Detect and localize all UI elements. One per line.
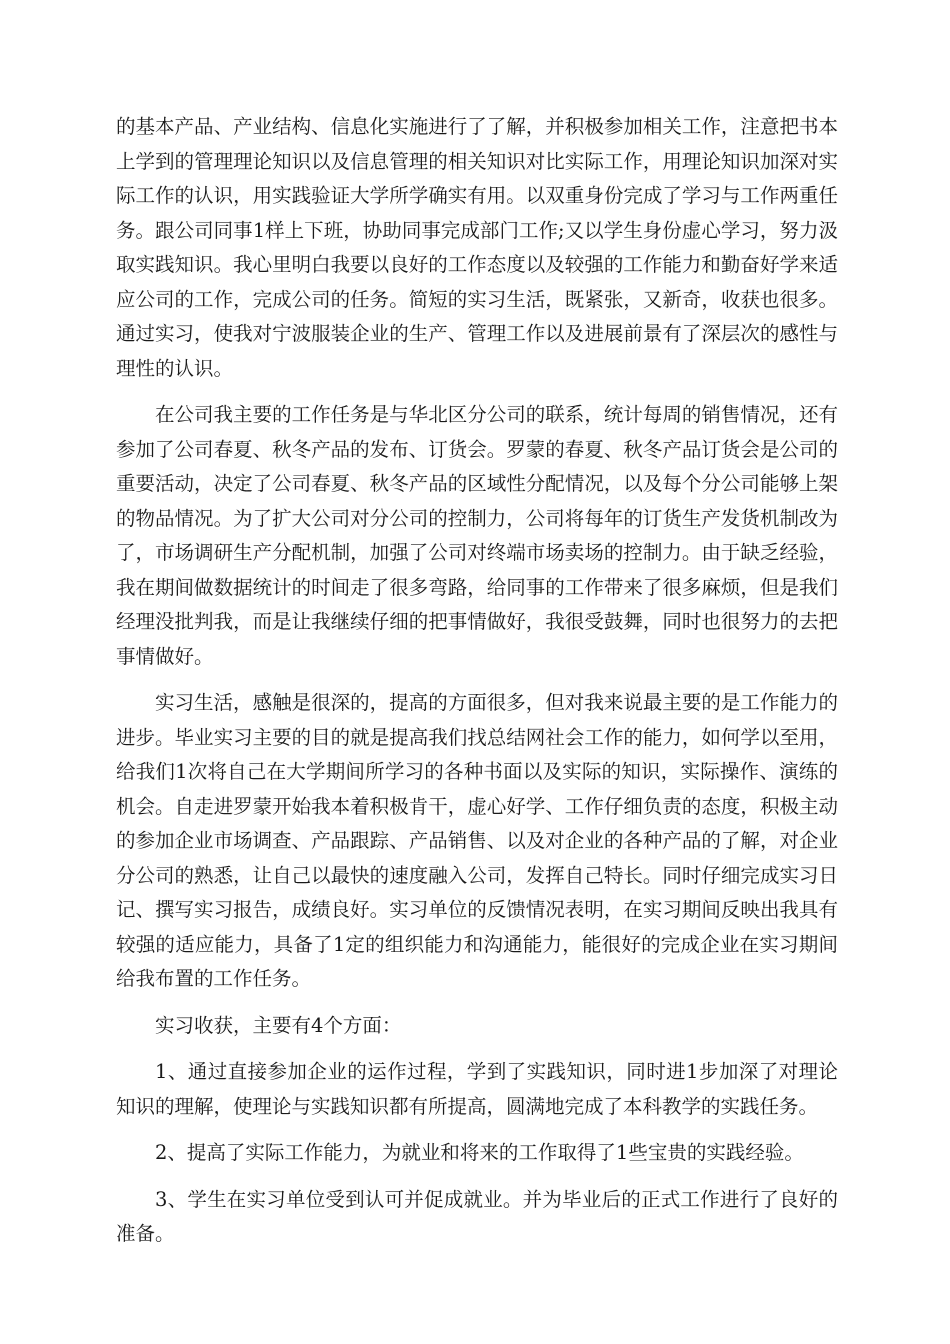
paragraph-continuation: 的基本产品、产业结构、信息化实施进行了了解，并积极参加相关工作，注意把书本上学到的管理理论知识以及信息管理的相关知识对比实际工作，用理论知识加深对实际工作的认识，用实践验证大学所学确实有用。以双重身份完成了学习与工作两重任务。跟公司同事1样上下班，协助同事完成部门工作;又以学生身份虚心学习，努力汲取实践知识。我心里明白我要以良好的工作态度以及较强的工作能力和勤奋好学来适应公司的工作，完成公司的任务。简短的实习生活，既紧张，又新奇，收获也很多。通过实习，使我对宁波服装企业的生产、管理工作以及进展前景有了深层次的感性与理性的认识。 bbox=[116, 115, 838, 380]
paragraph-work-tasks: 在公司我主要的工作任务是与华北区分公司的联系，统计每周的销售情况，还有参加了公司春夏、秋冬产品的发布、订货会。罗蒙的春夏、秋冬产品订货会是公司的重要活动，决定了公司春夏、秋冬产品的区域性分配情况，以及每个分公司能够上架的物品情况。为了扩大公司对分公司的控制力，公司将每年的订货生产发货机制改为了，市场调研生产分配机制，加强了公司对终端市场卖场的控制力。由于缺乏经验，我在期间做数据统计的时间走了很多弯路，给同事的工作带来了很多麻烦，但是我们经理没批判我，而是让我继续仔细的把事情做好，我很受鼓舞，同时也很努力的去把事情做好。 bbox=[116, 403, 838, 668]
list-item-gain-3: 3、学生在实习单位受到认可并促成就业。并为毕业后的正式工作进行了良好的准备。 bbox=[116, 1187, 838, 1245]
document-body bbox=[116, 110, 838, 1264]
list-item-gain-1: 1、通过直接参加企业的运作过程，学到了实践知识，同时进1步加深了对理论知识的理解，使理论与实践知识都有所提高，圆满地完成了本科教学的实践任务。 bbox=[116, 1060, 838, 1118]
paragraph-internship-reflection: 实习生活，感触是很深的，提高的方面很多，但对我来说最主要的是工作能力的进步。毕业实习主要的目的就是提高我们找总结网社会工作的能力，如何学以至用，给我们1次将自己在大学期间所学习的各种书面以及实际的知识，实际操作、演练的机会。自走进罗蒙开始我本着积极肯干，虚心好学、工作仔细负责的态度，积极主动的参加企业市场调查、产品跟踪、产品销售、以及对企业的各种产品的了解，对企业分公司的熟悉，让自己以最快的速度融入公司，发挥自己特长。同时仔细完成实习日记、撰写实习报告，成绩良好。实习单位的反馈情况表明，在实习期间反映出我具有较强的适应能力，具备了1定的组织能力和沟通能力，能很好的完成企业在实习期间给我布置的工作任务。 bbox=[116, 691, 838, 990]
paragraph-gains-intro: 实习收获，主要有4个方面： bbox=[155, 1013, 402, 1037]
list-item-gain-2: 2、提高了实际工作能力，为就业和将来的工作取得了1些宝贵的实践经验。 bbox=[155, 1141, 804, 1164]
